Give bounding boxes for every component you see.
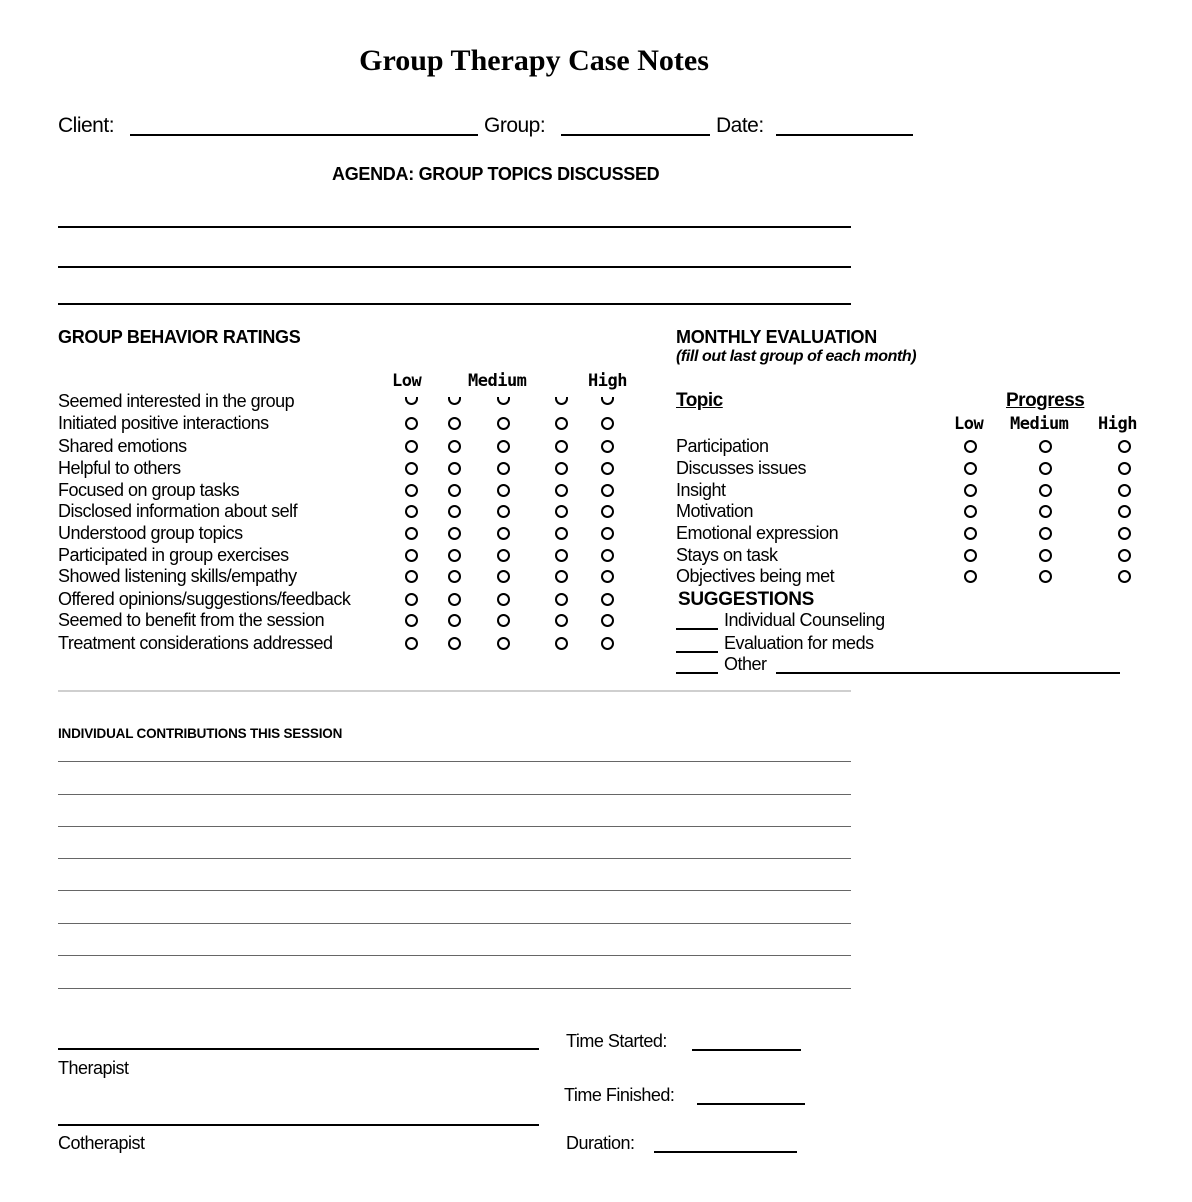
client-label: Client: — [58, 114, 115, 137]
behavior-item: Seemed interested in the group — [58, 391, 295, 411]
behavior-rating-radio[interactable] — [497, 462, 510, 475]
behavior-rating-radio[interactable] — [448, 593, 461, 606]
behavior-rating-radio[interactable] — [405, 417, 418, 430]
behavior-rating-radio[interactable] — [497, 570, 510, 583]
therapist-label: Therapist — [58, 1058, 129, 1078]
behavior-rating-radio[interactable] — [601, 462, 614, 475]
behavior-rating-radio[interactable] — [448, 570, 461, 583]
behavior-item: Participated in group exercises — [58, 545, 289, 565]
agenda-line-3[interactable] — [58, 303, 851, 305]
behavior-rating-radio[interactable] — [448, 614, 461, 627]
monthly-rating-radio[interactable] — [1039, 462, 1052, 475]
monthly-rating-radio[interactable] — [964, 484, 977, 497]
behavior-item: Understood group topics — [58, 523, 243, 543]
behavior-rating-radio[interactable] — [601, 417, 614, 430]
monthly-progress-header: Progress — [1006, 390, 1085, 411]
behavior-item: Shared emotions — [58, 436, 187, 456]
behavior-rating-radio[interactable] — [448, 637, 461, 650]
behavior-item: Showed listening skills/empathy — [58, 566, 297, 586]
behavior-item: Seemed to benefit from the session — [58, 610, 325, 630]
suggestion-check-counseling[interactable] — [676, 628, 718, 630]
monthly-scale-low: Low — [954, 414, 984, 434]
contribution-line-6[interactable] — [58, 923, 851, 924]
behavior-rating-radio[interactable] — [601, 440, 614, 453]
behavior-rating-radio[interactable] — [497, 527, 510, 540]
monthly-rating-radio[interactable] — [1118, 505, 1131, 518]
behavior-rating-radio[interactable] — [497, 593, 510, 606]
behavior-rating-radio[interactable] — [601, 484, 614, 497]
monthly-rating-radio[interactable] — [1118, 527, 1131, 540]
behavior-rating-radio[interactable] — [497, 440, 510, 453]
behavior-rating-radio[interactable] — [405, 614, 418, 627]
behavior-rating-radio[interactable] — [405, 440, 418, 453]
monthly-rating-radio[interactable] — [1118, 570, 1131, 583]
behavior-item: Disclosed information about self — [58, 501, 298, 521]
monthly-item: Objectives being met — [676, 566, 835, 586]
time-finished-field[interactable] — [697, 1103, 805, 1105]
behavior-item: Initiated positive interactions — [58, 413, 269, 433]
monthly-item: Participation — [676, 436, 769, 456]
monthly-rating-radio[interactable] — [964, 549, 977, 562]
behavior-rating-radio[interactable] — [555, 527, 568, 540]
contribution-line-4[interactable] — [58, 858, 851, 859]
behavior-rating-radio[interactable] — [448, 505, 461, 518]
monthly-rating-radio[interactable] — [1039, 570, 1052, 583]
behavior-rating-radio[interactable] — [555, 593, 568, 606]
behavior-rating-radio[interactable] — [555, 570, 568, 583]
suggestions-heading: SUGGESTIONS — [678, 589, 815, 610]
agenda-heading: AGENDA: GROUP TOPICS DISCUSSED — [332, 164, 660, 184]
suggestion-check-meds[interactable] — [676, 651, 718, 653]
monthly-rating-radio[interactable] — [964, 440, 977, 453]
behavior-rating-radio[interactable] — [405, 462, 418, 475]
behavior-rating-radio[interactable] — [448, 484, 461, 497]
contribution-line-2[interactable] — [58, 794, 851, 795]
monthly-note: (fill out last group of each month) — [676, 348, 917, 365]
monthly-rating-radio[interactable] — [1039, 527, 1052, 540]
behavior-rating-radio[interactable] — [497, 484, 510, 497]
behavior-scale-medium: Medium — [468, 371, 527, 391]
behavior-rating-radio[interactable] — [601, 614, 614, 627]
monthly-scale-medium: Medium — [1010, 414, 1069, 434]
behavior-item: Helpful to others — [58, 458, 181, 478]
suggestion-meds: Evaluation for meds — [724, 633, 874, 653]
time-finished-label: Time Finished: — [564, 1085, 675, 1105]
client-field[interactable] — [130, 134, 478, 136]
suggestion-other-field[interactable] — [776, 672, 1120, 674]
time-started-label: Time Started: — [566, 1031, 667, 1051]
behavior-rating-radio[interactable] — [405, 570, 418, 583]
date-field[interactable] — [776, 134, 913, 136]
monthly-rating-radio[interactable] — [1118, 549, 1131, 562]
behavior-rating-radio[interactable] — [405, 593, 418, 606]
monthly-rating-radio[interactable] — [964, 462, 977, 475]
behavior-rating-radio[interactable] — [555, 637, 568, 650]
monthly-item: Stays on task — [676, 545, 778, 565]
behavior-rating-radio[interactable] — [405, 527, 418, 540]
behavior-rating-radio[interactable] — [405, 397, 418, 405]
behavior-rating-radio[interactable] — [555, 417, 568, 430]
behavior-heading: GROUP BEHAVIOR RATINGS — [58, 327, 301, 347]
monthly-rating-radio[interactable] — [964, 570, 977, 583]
cotherapist-signature-line[interactable] — [58, 1124, 539, 1126]
behavior-rating-radio[interactable] — [601, 637, 614, 650]
behavior-rating-radio[interactable] — [497, 505, 510, 518]
monthly-item: Discusses issues — [676, 458, 807, 478]
behavior-item: Offered opinions/suggestions/feedback — [58, 589, 351, 609]
contribution-line-5[interactable] — [58, 890, 851, 891]
behavior-rating-radio[interactable] — [601, 570, 614, 583]
contribution-line-3[interactable] — [58, 826, 851, 827]
monthly-scale-high: High — [1098, 414, 1137, 434]
monthly-rating-radio[interactable] — [964, 527, 977, 540]
behavior-rating-radio[interactable] — [601, 593, 614, 606]
monthly-rating-radio[interactable] — [1118, 440, 1131, 453]
behavior-rating-radio[interactable] — [601, 397, 614, 405]
behavior-rating-radio[interactable] — [555, 397, 568, 405]
monthly-rating-radio[interactable] — [964, 505, 977, 518]
behavior-item: Treatment considerations addressed — [58, 633, 333, 653]
behavior-rating-radio[interactable] — [405, 484, 418, 497]
behavior-rating-radio[interactable] — [497, 549, 510, 562]
section-divider — [58, 690, 851, 692]
agenda-line-2[interactable] — [58, 266, 851, 268]
behavior-rating-radio[interactable] — [555, 440, 568, 453]
duration-label: Duration: — [566, 1133, 635, 1153]
behavior-scale-low: Low — [392, 371, 422, 391]
behavior-rating-radio[interactable] — [448, 440, 461, 453]
behavior-rating-radio[interactable] — [405, 505, 418, 518]
group-label: Group: — [484, 114, 546, 137]
behavior-rating-radio[interactable] — [405, 637, 418, 650]
page-title: Group Therapy Case Notes — [359, 44, 709, 77]
behavior-rating-radio[interactable] — [497, 417, 510, 430]
behavior-rating-radio[interactable] — [448, 397, 461, 405]
behavior-item: Focused on group tasks — [58, 480, 240, 500]
behavior-rating-radio[interactable] — [555, 614, 568, 627]
behavior-rating-radio[interactable] — [448, 549, 461, 562]
behavior-rating-radio[interactable] — [497, 614, 510, 627]
monthly-rating-radio[interactable] — [1039, 549, 1052, 562]
contribution-line-7[interactable] — [58, 955, 851, 956]
behavior-scale-high: High — [588, 371, 627, 391]
time-started-field[interactable] — [692, 1049, 801, 1051]
monthly-heading: MONTHLY EVALUATION — [676, 327, 877, 347]
monthly-rating-radio[interactable] — [1039, 440, 1052, 453]
group-field[interactable] — [561, 134, 710, 136]
behavior-rating-radio[interactable] — [555, 484, 568, 497]
behavior-rating-radio[interactable] — [448, 527, 461, 540]
monthly-rating-radio[interactable] — [1039, 505, 1052, 518]
suggestion-counseling: Individual Counseling — [724, 610, 885, 630]
behavior-rating-radio[interactable] — [497, 637, 510, 650]
suggestion-check-other[interactable] — [676, 672, 718, 674]
behavior-rating-radio[interactable] — [601, 527, 614, 540]
contribution-line-1[interactable] — [58, 761, 851, 762]
behavior-rating-radio[interactable] — [601, 549, 614, 562]
monthly-item: Motivation — [676, 501, 754, 521]
contribution-line-8[interactable] — [58, 988, 851, 989]
monthly-rating-radio[interactable] — [1118, 484, 1131, 497]
date-label: Date: — [716, 114, 764, 137]
behavior-rating-radio[interactable] — [555, 462, 568, 475]
behavior-rating-radio[interactable] — [448, 462, 461, 475]
therapist-signature-line[interactable] — [58, 1048, 539, 1050]
agenda-line-1[interactable] — [58, 226, 851, 228]
behavior-rating-radio[interactable] — [405, 549, 418, 562]
contributions-heading: INDIVIDUAL CONTRIBUTIONS THIS SESSION — [58, 726, 343, 741]
behavior-rating-radio[interactable] — [601, 505, 614, 518]
monthly-item: Insight — [676, 480, 726, 500]
behavior-rating-radio[interactable] — [555, 505, 568, 518]
behavior-rating-radio[interactable] — [497, 397, 510, 405]
monthly-rating-radio[interactable] — [1039, 484, 1052, 497]
monthly-topic-header: Topic — [676, 390, 723, 411]
monthly-item: Emotional expression — [676, 523, 839, 543]
suggestion-other: Other — [724, 654, 767, 674]
monthly-rating-radio[interactable] — [1118, 462, 1131, 475]
behavior-rating-radio[interactable] — [555, 549, 568, 562]
duration-field[interactable] — [654, 1151, 797, 1153]
cotherapist-label: Cotherapist — [58, 1133, 145, 1153]
behavior-rating-radio[interactable] — [448, 417, 461, 430]
